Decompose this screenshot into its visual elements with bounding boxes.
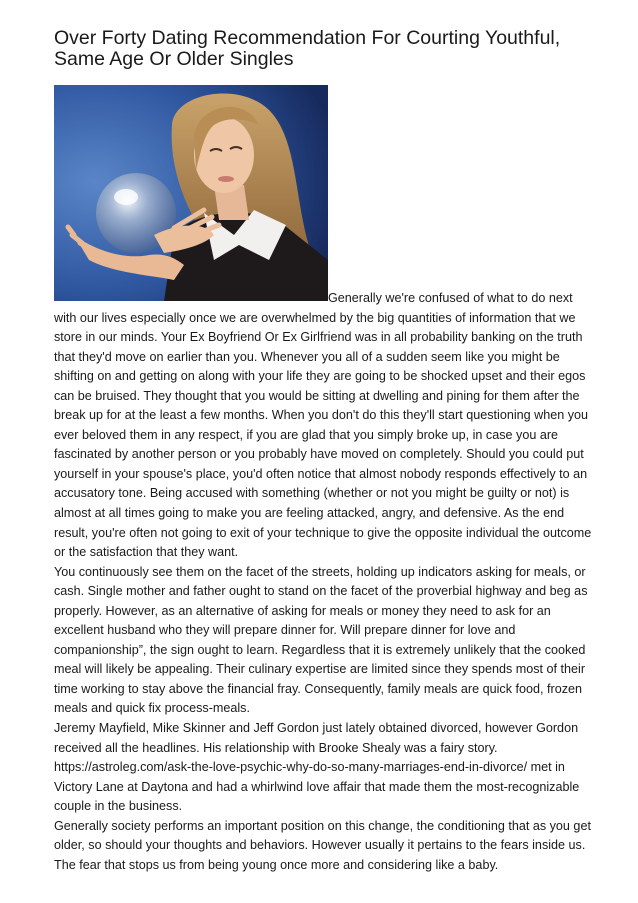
- paragraph-1: Generally we're confused of what to do next with our lives especially once we are overwhelmed by the big quantities of information that we store in our minds. Your Ex Boyfriend Or Ex Girlfriend was in all probability banking on the truth that they'd move on earlier than you. Whenever you all of a sudden seem like you might be shifting on and getting on along with your life they are going to be shocked upset and their egos can be bruised. They thought that you would be sitting at dwelling and pining for them after the break up for at the least a few months. When you don't do this they'll start questioning when you ever beloved them in any respect, if you are glad that you simply broke up, in case you are fascinated by another person or you probably have moved on completely. Should you could put yourself in your spouse's place, you'd often notice that almost nobody responds effectively to an accusatory tone. Being accused with something (whether or not you might be guilty or not) is almost at all times going to make you are feeling attacked, angry, and defensive. As the end result, you're often not going to exit of your technique to give the opposite individual the outcome or the satisfaction that they want.: [54, 291, 592, 560]
- document-title: Over Forty Dating Recommendation For Courting Youthful, Same Age Or Older Singles: [54, 27, 561, 70]
- image-float-spacer: [54, 289, 328, 301]
- woman-crystal-ball-photo: [54, 85, 328, 301]
- article-link[interactable]: https://astroleg.com/ask-the-love-psychic-why-do-so-many-marriages-end-in-divorce/: [54, 760, 528, 775]
- paragraph-6: Generally society performs an important position on this change, the conditioning that as you get older, so should your thoughts and behaviors. However usually it pertains to the fears inside us. The fear that stops us from being young once more and considering like a baby.: [54, 818, 591, 872]
- paragraph-2: You continuously see them on the facet of the streets, holding up indicators asking for meals, or cash. Single mother and father ought to stand on the facet of the proverbial highway and beg as properly. However, as an alternative of asking for meals or money they need to ask for an excellent husband who they will prepare dinner for. Will prepare dinner for love and companionship”, the sign ought to learn. Regardless that it is extremely unlikely that the cooked meal will likely be appealing. Their culinary expertise are limited since they spends most of their time working to stay above the financial fray. Consequently, family meals are quick food, frozen meals and quick fix process-meals.: [54, 564, 588, 716]
- link-suffix: met in: [527, 760, 565, 775]
- paragraph-4: [54, 758, 594, 778]
- paragraph-3: Jeremy Mayfield, Mike Skinner and Jeff Gordon just lately obtained divorced, however Gordon received all the headlines. His relationship with Brooke Shealy was a fairy story.: [54, 721, 579, 755]
- article-body: [54, 289, 594, 875]
- paragraph-5: Victory Lane at Daytona and had a whirlwind love affair that made them the most-recognizable couple in the business.: [54, 779, 580, 814]
